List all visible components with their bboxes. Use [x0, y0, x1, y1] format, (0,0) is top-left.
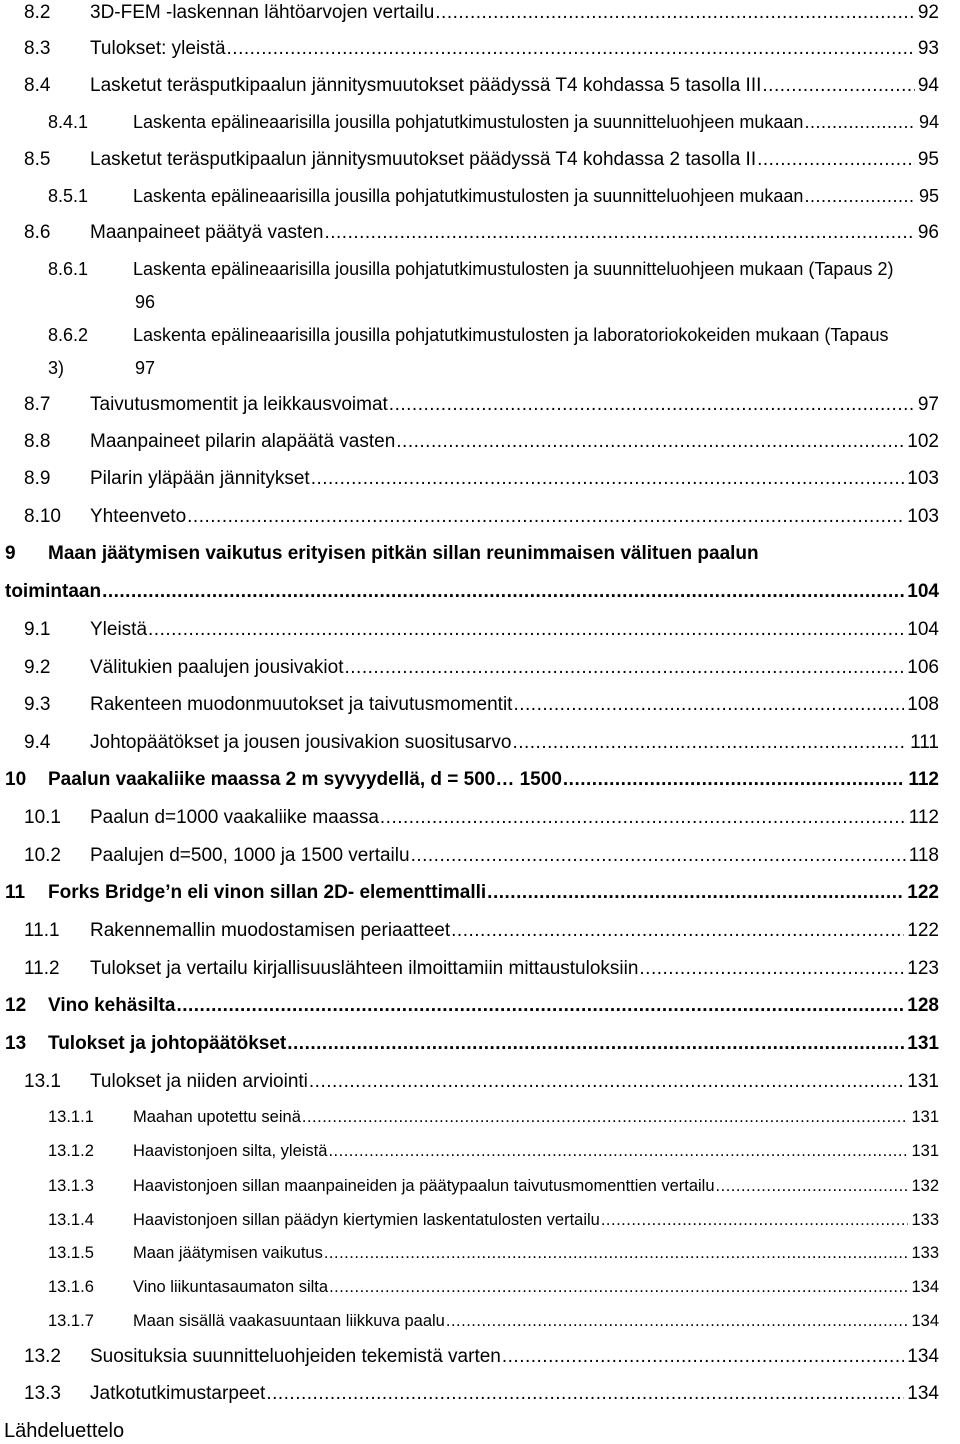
toc-leader-dots [148, 619, 904, 644]
toc-entry-page: 92 [917, 2, 939, 23]
toc-entry-number: 8.4.1 [48, 112, 89, 132]
toc-entry-number: 13.1.6 [48, 1278, 94, 1296]
toc-entry-number: 9 [5, 543, 16, 564]
toc-leader-dots [287, 1033, 904, 1058]
toc-entry-page: 112 [908, 807, 939, 828]
toc-entry-title: Laskenta epälineaarisilla jousilla pohjatutkimustulosten ja suunnitteluohjeen mukaan [133, 186, 804, 206]
toc-entry-number: 9.4 [24, 732, 51, 753]
toc-entry-page: 95 [918, 186, 939, 206]
toc-entry-page: 134 [907, 1346, 939, 1367]
toc-entry-page: 123 [907, 958, 939, 979]
toc-entry-title: Maan sisällä vaakasuuntaan liikkuva paalu [133, 1312, 445, 1330]
toc-entry-page: 104 [907, 581, 939, 602]
toc-entry-title: Suosituksia suunnitteluohjeiden tekemistä varten [90, 1346, 501, 1367]
toc-leader-dots [804, 186, 916, 209]
toc-entry-number: 13.1 [24, 1071, 61, 1092]
toc-entry-page: 112 [908, 769, 939, 790]
toc-entry-page: 134 [907, 1383, 939, 1404]
toc-leader-dots [563, 769, 905, 794]
toc-entry-number: 9.1 [24, 619, 51, 640]
toc-leader-dots [187, 506, 904, 531]
toc-entry-page: 96 [917, 222, 939, 243]
toc-entry-number: 11.2 [24, 958, 60, 979]
toc-entry-number: 8.3 [24, 38, 51, 59]
toc-entry-page: 134 [911, 1278, 939, 1296]
toc-leader-dots [345, 657, 905, 682]
toc-entry-number: 13.3 [24, 1383, 61, 1404]
toc-entry-page: 93 [917, 38, 939, 59]
toc-leader-dots [757, 149, 915, 174]
toc-leader-dots [804, 112, 916, 135]
toc-entry-title: 3D-FEM -laskennan lähtöarvojen vertailu [90, 2, 435, 23]
toc-leader-dots [266, 1383, 904, 1408]
toc-entry-page: 122 [907, 882, 939, 903]
toc-entry-number: 13.2 [24, 1346, 61, 1367]
toc-entry-number: 13.1.3 [48, 1177, 94, 1195]
toc-entry-title: Lasketut teräsputkipaalun jännitysmuutokset päädyssä T4 kohdassa 2 tasolla II [90, 149, 757, 170]
toc-entry-number: 8.6.1 [48, 259, 89, 279]
toc-entry-number: 10.2 [24, 845, 61, 866]
toc-entry-page: 128 [907, 995, 939, 1016]
toc-entry-number: 8.10 [24, 506, 61, 527]
toc-entry-title: Maanpaineet päätyä vasten [90, 222, 324, 243]
toc-entry-page: 103 [907, 506, 939, 527]
toc-entry-title-continuation: toimintaan [5, 581, 102, 602]
toc-entry-number: 8.7 [24, 394, 51, 415]
toc-entry-title: Laskenta epälineaarisilla jousilla pohjatutkimustulosten ja suunnitteluohjeen mukaan (Tapaus 2) [133, 259, 894, 279]
toc-entry-title: Haavistonjoen sillan päädyn kiertymien laskentatulosten vertailu [133, 1211, 600, 1229]
toc-entry-page: 131 [907, 1071, 939, 1092]
toc-leader-dots [639, 958, 904, 983]
toc-entry-number: 11 [5, 882, 26, 903]
toc-entry-number: 13.1.4 [48, 1211, 94, 1229]
toc-entry-title: Tulokset ja vertailu kirjallisuuslähteen ilmoittamiin mittaustuloksiin [90, 958, 639, 979]
toc-entry-number: 13.1.1 [48, 1108, 94, 1126]
toc-entry-title: Johtopäätökset ja jousen jousivakion suositusarvo [90, 732, 512, 753]
toc-entry-number: 13.1.7 [48, 1312, 94, 1330]
toc-entry-page: 132 [911, 1177, 939, 1195]
toc-entry-page: 102 [907, 431, 939, 452]
toc-entry-title: Rakenteen muodonmuutokset ja taivutusmomentit [90, 694, 513, 715]
toc-entry-title: Maahan upotettu seinä [133, 1108, 301, 1126]
toc-entry-page: 131 [907, 1033, 939, 1054]
toc-entry-title: Jatkotutkimustarpeet [90, 1383, 266, 1404]
toc-entry-page: 131 [911, 1108, 939, 1126]
toc-entry-title: Välitukien paalujen jousivakiot [90, 657, 344, 678]
toc-leader-dots [513, 694, 904, 719]
toc-entry-page: 97 [135, 358, 156, 378]
toc-leader-dots [451, 920, 904, 945]
toc-entry-page: 103 [907, 468, 939, 489]
toc-leader-dots [227, 38, 915, 63]
toc-entry-title: Laskenta epälineaarisilla jousilla pohjatutkimustulosten ja suunnitteluohjeen mukaan [133, 112, 804, 132]
toc-leader-dots [324, 1244, 909, 1265]
toc-entry-title: Paalun d=1000 vaakaliike maassa [90, 807, 379, 828]
toc-leader-dots [396, 431, 904, 456]
toc-entry-number: 8.4 [24, 75, 51, 96]
toc-leader-dots [762, 75, 914, 100]
toc-entry-number: 11.1 [24, 920, 60, 941]
toc-entry-title: Rakennemallin muodostamisen periaatteet [90, 920, 451, 941]
toc-entry-page: 133 [911, 1211, 939, 1229]
toc-entry-page: 94 [918, 112, 939, 132]
toc-entry-number: 8.5 [24, 149, 51, 170]
toc-leader-dots [716, 1177, 909, 1198]
toc-entry-page: 108 [907, 694, 939, 715]
toc-entry-title: Laskenta epälineaarisilla jousilla pohjatutkimustulosten ja laboratoriokokeiden mukaan (Tapaus [133, 325, 889, 345]
toc-leader-dots [328, 1142, 908, 1163]
toc-entry-page: 133 [911, 1244, 939, 1262]
toc-entry-number: 8.8 [24, 431, 51, 452]
toc-entry-title: Yhteenveto [90, 506, 187, 527]
toc-entry-number: 10 [5, 769, 27, 790]
toc-leader-dots [389, 394, 915, 419]
toc-entry-page: 122 [907, 920, 939, 941]
toc-leader-dots [102, 581, 904, 606]
toc-entry-title: Taivutusmomentit ja leikkausvoimat [90, 394, 388, 415]
toc-leader-dots [502, 1346, 904, 1371]
toc-entry-number: 8.2 [24, 2, 51, 23]
toc-entry-page: 131 [911, 1142, 939, 1160]
toc-entry-page: 134 [911, 1312, 939, 1330]
toc-entry-number: 8.6.2 [48, 325, 89, 345]
toc-entry-number: 8.6 [24, 222, 51, 243]
toc-entry-page: 104 [907, 619, 939, 640]
toc-entry-page: 111 [910, 732, 939, 753]
toc-leader-dots [324, 222, 914, 247]
toc-entry-title: Pilarin yläpään jännitykset [90, 468, 310, 489]
toc-leader-dots [601, 1211, 909, 1232]
toc-leader-dots [329, 1278, 908, 1299]
toc-entry-title: Maanpaineet pilarin alapäätä vasten [90, 431, 396, 452]
toc-entry-title: Vino liikuntasaumaton silta [133, 1278, 329, 1296]
references-heading[interactable]: Lähdeluettelo [4, 1420, 125, 1442]
toc-leader-dots [411, 845, 906, 870]
toc-leader-dots [487, 882, 904, 907]
toc-entry-title: Vino kehäsilta [48, 995, 176, 1016]
toc-entry-number: 13 [5, 1033, 27, 1054]
toc-entry-page: 94 [917, 75, 939, 96]
toc-entry-page: 95 [917, 149, 939, 170]
toc-entry-number: 12 [5, 995, 27, 1016]
toc-entry-title: Paalujen d=500, 1000 ja 1500 vertailu [90, 845, 410, 866]
toc-entry-title: Yleistä [90, 619, 148, 640]
toc-leader-dots [311, 468, 905, 493]
toc-entry-title: Lasketut teräsputkipaalun jännitysmuutokset päädyssä T4 kohdassa 5 tasolla III [90, 75, 762, 96]
toc-entry-number: 10.1 [24, 807, 61, 828]
toc-entry-title: Paalun vaakaliike maassa 2 m syvyydellä, d = 500… 1500 [48, 769, 562, 790]
toc-leader-dots [512, 732, 907, 757]
toc-entry-title: Maan jäätymisen vaikutus [133, 1244, 323, 1262]
toc-entry-page: 96 [135, 292, 156, 312]
toc-entry-title: Maan jäätymisen vaikutus erityisen pitkän sillan reunimmaisen välituen paalun [48, 543, 759, 564]
toc-entry-number: 13.1.5 [48, 1244, 94, 1262]
toc-entry-number: 8.9 [24, 468, 51, 489]
toc-leader-dots [435, 2, 915, 27]
toc-entry-title: Haavistonjoen sillan maanpaineiden ja päätypaalun taivutusmomenttien vertailu [133, 1177, 715, 1195]
toc-entry-number: 13.1.2 [48, 1142, 94, 1160]
toc-leader-dots [446, 1312, 909, 1333]
toc-entry-page: 118 [908, 845, 939, 866]
toc-entry-page: 106 [907, 657, 939, 678]
toc-entry-number: 9.2 [24, 657, 51, 678]
toc-leader-dots [302, 1108, 909, 1129]
toc-entry-title-continuation: 3) [48, 358, 65, 378]
toc-leader-dots [309, 1071, 904, 1096]
toc-leader-dots [380, 807, 906, 832]
toc-entry-title: Tulokset: yleistä [90, 38, 226, 59]
toc-entry-title: Tulokset ja johtopäätökset [48, 1033, 287, 1054]
toc-entry-number: 9.3 [24, 694, 51, 715]
toc-entry-number: 8.5.1 [48, 186, 89, 206]
toc-entry-title: Tulokset ja niiden arviointi [90, 1071, 308, 1092]
toc-entry-page: 97 [917, 394, 939, 415]
toc-leader-dots [176, 995, 904, 1020]
toc-entry-title: Haavistonjoen silta, yleistä [133, 1142, 328, 1160]
toc-entry-title: Forks Bridge’n eli vinon sillan 2D- elementtimalli [48, 882, 487, 903]
